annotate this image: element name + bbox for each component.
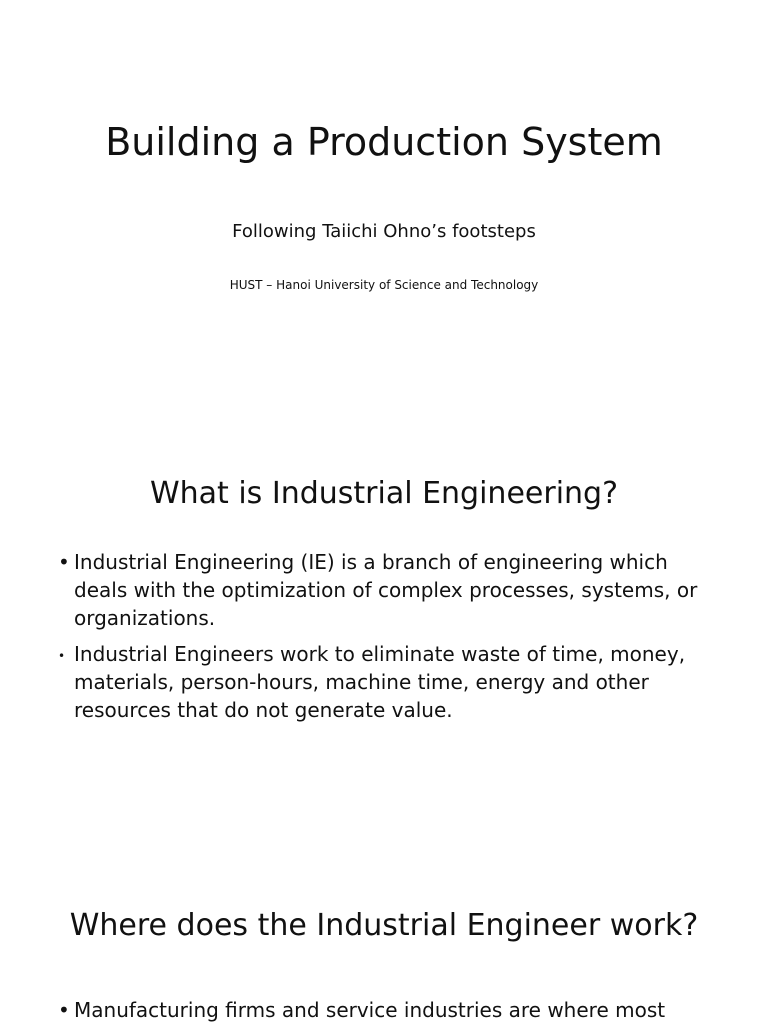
bullet-list-where-ie-works	[58, 996, 718, 1032]
presentation-subtitle: Following Taiichi Ohno’s footsteps	[232, 221, 536, 242]
slide-heading-what-is-ie: What is Industrial Engineering?	[149, 476, 619, 511]
presentation-title: Building a Production System	[105, 120, 663, 164]
bullet-text: Manufacturing firms and service industries are where most	[74, 998, 666, 1022]
bullet-icon: •	[58, 550, 70, 574]
slide-heading-where-ie-works: Where does the Industrial Engineer work?	[69, 908, 699, 943]
affiliation-text: HUST – Hanoi University of Science and Technology	[229, 278, 539, 292]
bullet-icon: •	[58, 649, 66, 663]
list-item	[58, 996, 718, 1024]
bullet-icon: •	[58, 998, 70, 1022]
bullet-text: Industrial Engineers work to eliminate waste of time, money, materials, person-hours, machine time, energy and other resources that do not generate value.	[74, 642, 686, 722]
bullet-text: Industrial Engineering (IE) is a branch of engineering which deals with the optimization of complex processes, systems, or organizations.	[74, 550, 698, 630]
